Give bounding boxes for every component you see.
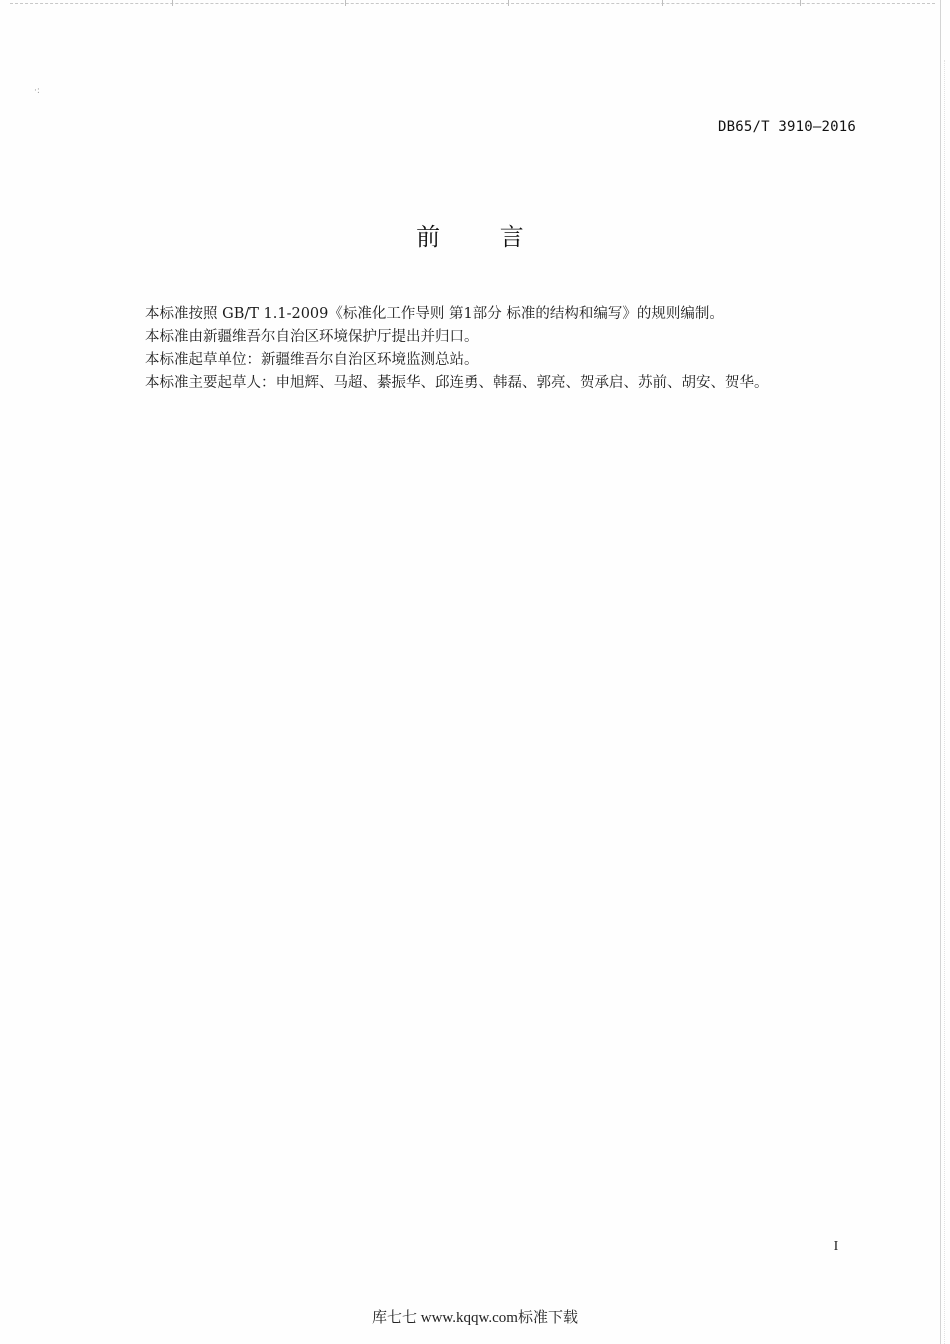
scan-speck: ·:: [34, 86, 40, 96]
standard-code: DB65/T 3910—2016: [717, 119, 856, 135]
foreword-paragraph-drafters: 本标准主要起草人：申旭辉、马超、綦振华、邱连勇、韩磊、郭亮、贺承启、苏前、胡安、贺华。: [145, 375, 769, 391]
scan-tick: [800, 0, 801, 6]
foreword-paragraph-proposer: 本标准由新疆维吾尔自治区环境保护厅提出并归口。: [145, 329, 479, 345]
foreword-paragraph-drafting-rules: 本标准按照 GB/T 1.1-2009《标准化工作导则 第1部分 标准的结构和编写》的规则编制。: [145, 306, 724, 322]
scan-tick: [345, 0, 346, 6]
page-number: I: [833, 1239, 839, 1254]
scan-right-edge: [940, 0, 941, 1344]
scan-tick: [508, 0, 509, 6]
scan-right-shadow: [944, 60, 945, 1344]
scan-top-edge: [10, 3, 935, 4]
foreword-body: [145, 303, 865, 395]
foreword-paragraph-drafting-unit: 本标准起草单位：新疆维吾尔自治区环境监测总站。: [145, 352, 479, 368]
scan-tick: [172, 0, 173, 6]
footer-watermark: 库七七 www.kqqw.com标准下载: [372, 1310, 578, 1326]
scan-tick: [662, 0, 663, 6]
page-title: 前 言: [416, 223, 550, 251]
